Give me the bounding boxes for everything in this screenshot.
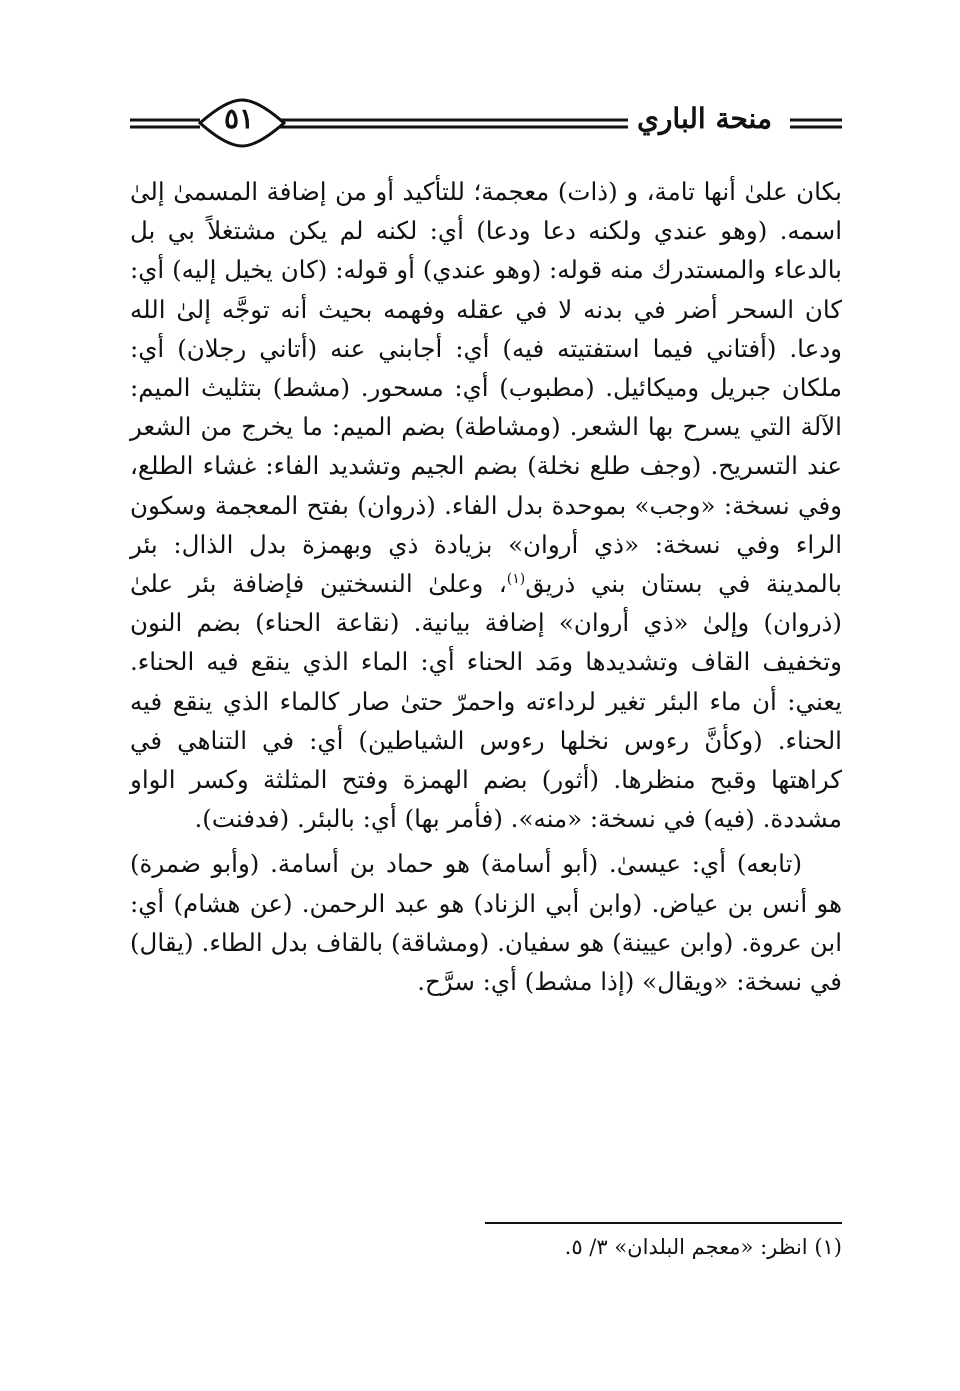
- footnote: (١) انظر: «معجم البلدان» ٣/ ٥.: [564, 1235, 842, 1259]
- paragraph-text: (تابعه) أي: عيسىٰ. (أبو أسامة) هو حماد بن أسامة. (وأبو ضمرة) هو أنس بن عياض. (وابن أبي الزناد) هو عبد الرحمن. (عن هشام) أي: ابن عروة. (وابن عيينة) هو سفيان. (ومشاقة) بالقاف بدل الطاء. (يقال) في نسخة: «ويقال» (إذا مشط) أي: سرَّح.: [130, 849, 842, 997]
- page-header: [130, 96, 842, 154]
- page-number: ٥١: [223, 102, 255, 135]
- footnote-reference[interactable]: (١): [506, 570, 526, 587]
- paragraph: [130, 844, 842, 1001]
- paragraph: [130, 172, 842, 838]
- footnote-divider: [485, 1222, 842, 1224]
- book-title: منحة الباري: [636, 102, 772, 135]
- main-text: [130, 172, 842, 1001]
- paragraph-text-continued: ، وعلىٰ النسختين فإضافة بئر علىٰ (ذروان) وإلىٰ «ذي أروان» إضافة بيانية. (نقاعة الحناء) بضم النون وتخفيف القاف وتشديدها ومَد الحناء أي: الماء الذي ينقع فيه الحناء. يعني: أن ماء البئر تغير لرداءته واحمرّ حتىٰ صار كالماء الذي ينقع فيه الحناء. (وكأنَّ رءوس نخلها رءوس الشياطين) أي: في التناهي في كراهتها وقبح منظرها. (أثور) بضم الهمزة وفتح المثلثة وكسر الواو مشددة. (فيه) في نسخة: «منه». (فأمر بها) أي: بالبئر. (فدفنت).: [130, 569, 842, 834]
- paragraph-text: بكان علىٰ أنها تامة، و (ذات) معجمة؛ للتأكيد أو من إضافة المسمىٰ إلىٰ اسمه. (وهو عندي ولكنه دعا ودعا) أي: لكنه لم يكن مشتغلاً بي بل بالدعاء والمستدرك منه قوله: (وهو عندي) أو قوله: (كان يخيل إليه) أي: كان السحر أضر في بدنه لا في عقله وفهمه بحيث أنه توجَّه إلىٰ الله ودعا. (أفتاني فيما استفتيته فيه) أي: أجابني عنه (أتاني رجلان) أي: ملكان جبريل وميكائيل. (مطبوب) أي: مسحور. (مشط) بتثليث الميم: الآلة التي يسرح بها الشعر. (ومشاطة) بضم الميم: ما يخرج من الشعر عند التسريح. (وجف طلع نخلة) بضم الجيم وتشديد الفاء: غشاء الطلع، وفي نسخة: «وجب» بموحدة بدل الفاء. (ذروان) بفتح المعجمة وسكون الراء وفي نسخة: «ذي أروان» بزيادة ذي وبهمزة بدل الذال: بئر بالمدينة في بستان بني ذريق: [130, 177, 842, 599]
